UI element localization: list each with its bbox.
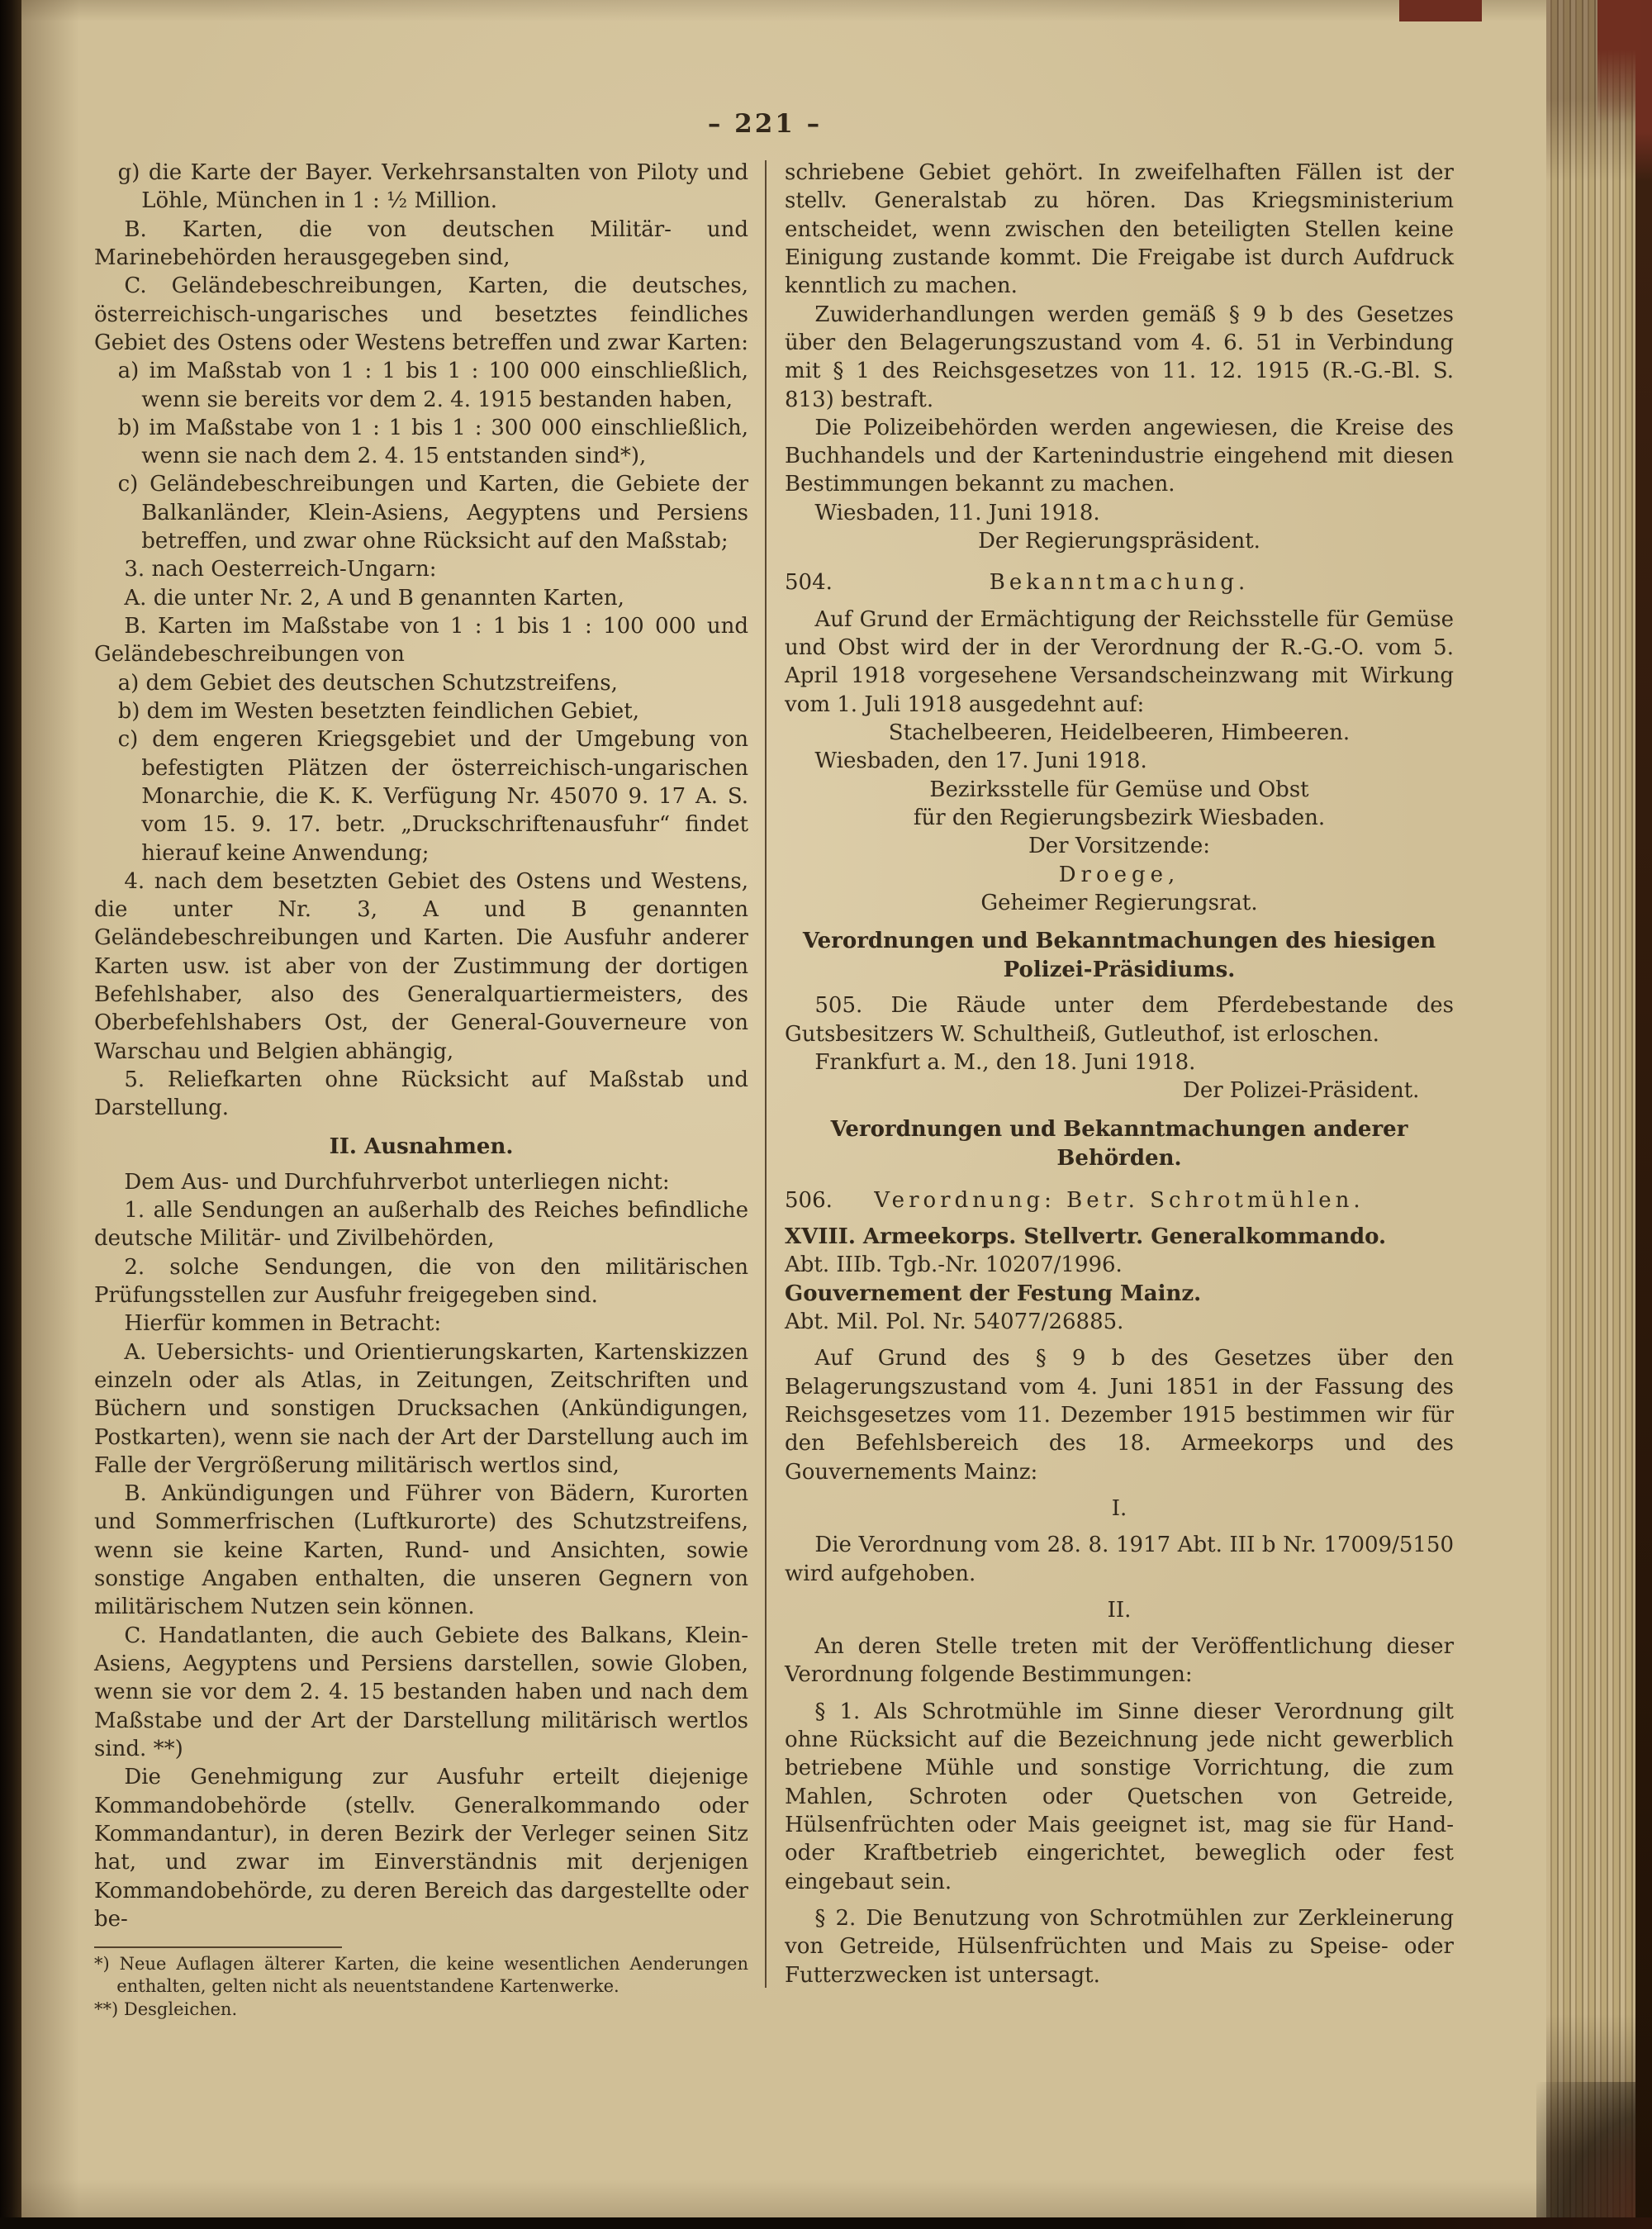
- paragraph-5: 5. Reliefkarten ohne Rücksicht auf Maßstab und Darstellung.: [94, 1067, 748, 1121]
- dateline: Frankfurt a. M., den 18. Juni 1918.: [814, 1049, 1196, 1075]
- section-heading-ausnahmen: II. Ausnahmen.: [329, 1134, 514, 1159]
- section-heading-polizei: Verordnungen und Bekanntmachungen des hiesigen Polizei-Präsidiums.: [802, 929, 1436, 983]
- issuing-office: für den Regierungsbezirk Wiesbaden.: [913, 805, 1326, 830]
- dateline: Wiesbaden, den 17. Juni 1918.: [814, 749, 1147, 774]
- signature: Der Regierungspräsident.: [978, 529, 1260, 554]
- paragraph-505: 505. Die Räude unter dem Pferdebestande des Gutsbesitzers W. Schultheiß, Gutleuthof, ist erloschen.: [785, 993, 1454, 1047]
- item-number: 504.: [785, 570, 833, 596]
- paragraph-section-2: § 2. Die Benutzung von Schrotmühlen zur Zerkleinerung von Getreide, Hülsenfrüchten und Mais zu Speise- oder Futterzwecken ist untersagt.: [785, 1905, 1454, 1988]
- section-heading-504: [785, 568, 1454, 596]
- text-columns: [94, 159, 1454, 2021]
- paragraph-3: 3. nach Oesterreich-Ungarn:: [124, 557, 437, 582]
- paragraph-continuation: schriebene Gebiet gehört. In zweifelhaften Fällen ist der stellv. Generalstab zu hören. Das Kriegsministerium entscheidet, wenn zwischen den beteiligten Stellen keine Einigung zustande kommt. Die Freigabe ist durch Aufdruck kenntlich zu machen.: [785, 160, 1454, 299]
- list-item-3a: a) dem Gebiet des deutschen Schutzstreifens,: [117, 670, 618, 696]
- dateline: Wiesbaden, 11. Juni 1918.: [814, 500, 1100, 525]
- roman-numeral-II: II.: [1107, 1597, 1132, 1623]
- page-edges-shadow: [1536, 2082, 1652, 2229]
- paragraph-B2: B. Ankündigungen und Führer von Bädern, Kurorten und Sommerfrischen (Luftkurorte) des Schutzstreifens, wenn sie keine Karten, Rund- und Ansichten, sowie sonstige Angaben enthalten, die unseren Gegnern von militärischem Nutzen sein können.: [94, 1481, 748, 1620]
- heading-text: Verordnung: Betr. Schrotmühlen.: [874, 1187, 1365, 1213]
- book-cover-right-edge: [1635, 0, 1652, 2229]
- list-item-a: a) im Maßstab von 1 : 1 bis 1 : 100 000 einschließlich, wenn sie bereits vor dem 2. 4. 1915 bestanden haben,: [117, 359, 748, 412]
- page-number: – 221 –: [707, 109, 823, 139]
- left-column: [94, 159, 748, 2021]
- book-cover-corner: [1399, 0, 1482, 21]
- signature-role: Geheimer Regierungsrat.: [980, 890, 1258, 915]
- file-number: Abt. Mil. Pol. Nr. 54077/26885.: [785, 1309, 1124, 1334]
- list-of-goods: Stachelbeeren, Heidelbeeren, Himbeeren.: [888, 720, 1351, 745]
- right-column: [785, 159, 1454, 2021]
- book-gutter-shadow: [0, 0, 21, 2229]
- paragraph: Die Verordnung vom 28. 8. 1917 Abt. III b Nr. 17009/5150 wird aufgehoben.: [785, 1533, 1454, 1586]
- footnote-1: *) Neue Auflagen älterer Karten, die keine wesentlichen Aenderungen enthalten, gelten nicht als neuentstandene Kartenwerke.: [94, 1954, 748, 1997]
- paragraph: Zuwiderhandlungen werden gemäß § 9 b des Gesetzes über den Belagerungszustand vom 4. 6. 51 in Verbindung mit § 1 des Reichsgesetzes von 11. 12. 1915 (R.-G.-Bl. S. 813) bestraft.: [785, 302, 1454, 412]
- paragraph-C2: C. Handatlanten, die auch Gebiete des Balkans, Klein-Asiens, Aegyptens und Persiens darstellen, sowie Globen, wenn sie vor dem 2. 4. 15 bestanden haben und nach dem Maßstabe und der Art der Darstellung militärisch wertlos sind. **): [94, 1623, 748, 1761]
- section-heading-506: [785, 1186, 1454, 1214]
- list-item-b: b) im Maßstabe von 1 : 1 bis 1 : 300 000 einschließlich, wenn sie nach dem 2. 4. 15 entstanden sind*),: [117, 415, 748, 469]
- file-number: Abt. IIIb. Tgb.-Nr. 10207/1996.: [785, 1252, 1123, 1278]
- paragraph: Auf Grund der Ermächtigung der Reichsstelle für Gemüse und Obst wird der in der Verordnung der R.-G.-O. vom 5. April 1918 vorgesehene Versandscheinzwang mit Wirkung vom 1. Juli 1918 ausgedehnt auf:: [785, 606, 1454, 717]
- issuing-office: Bezirksstelle für Gemüse und Obst: [929, 777, 1309, 802]
- book-cover-bottom-edge: [0, 2217, 1652, 2229]
- paragraph-A: A. Uebersichts- und Orientierungskarten, Kartenskizzen einzeln oder als Atlas, in Zeitungen, Zeitschriften und Büchern und sonstigen Drucksachen (Ankündigungen, Postkarten), wenn sie nach der Art der Darstellung auch im Falle der Vergrößerung militärisch wertlos sind,: [94, 1339, 748, 1478]
- list-item-c: c) Geländebeschreibungen und Karten, die Gebiete der Balkanländer, Klein-Asiens, Aegyptens und Persiens betreffen, und zwar ohne Rücksicht auf den Maßstab;: [117, 472, 748, 554]
- paragraph-4: 4. nach dem besetzten Gebiet des Ostens und Westens, die unter Nr. 3, A und B genannten Geländebeschreibungen und Karten. Die Ausfuhr anderer Karten usw. ist aber von der Zustimmung der dortigen Befehlshaber, also des Generalquartiermeisters, des Oberbefehlshabers Ost, der General-Gouverneure von Warschau und Belgien abhängig,: [94, 868, 748, 1064]
- list-item-3c: c) dem engeren Kriegsgebiet und der Umgebung von befestigten Plätzen der österreichisch-ungarischen Monarchie, die K. K. Verfügung Nr. 45070 9. 17 A. S. vom 15. 9. 17. betr. „Druckschriftenausfuhr“ findet hierauf keine Anwendung;: [117, 727, 748, 866]
- list-item-g: g) die Karte der Bayer. Verkehrsanstalten von Piloty und Löhle, München in 1 : ½ Million.: [117, 160, 748, 214]
- signature: Der Polizei-Präsident.: [1183, 1078, 1420, 1104]
- stacked-page-edges: [1546, 0, 1635, 2229]
- paragraph: Hierfür kommen in Betracht:: [124, 1311, 442, 1337]
- paragraph-3B: B. Karten im Maßstabe von 1 : 1 bis 1 : 100 000 und Geländebeschreibungen von: [94, 614, 748, 668]
- authority-line: Gouvernement der Festung Mainz.: [785, 1281, 1202, 1306]
- footnote-2: **) Desgleichen.: [94, 1998, 238, 2019]
- signature-name: Droege,: [1058, 862, 1180, 887]
- paragraph: Dem Aus- und Durchfuhrverbot unterliegen nicht:: [124, 1169, 670, 1195]
- section-heading-andere: Verordnungen und Bekanntmachungen anderer Behörden.: [830, 1116, 1408, 1171]
- book-cover-top-right: [1597, 0, 1640, 124]
- paragraph-section-1: § 1. Als Schrotmühle im Sinne dieser Verordnung gilt ohne Rücksicht auf die Bezeichnung jede nicht gewerblich betriebene Mühle und sonstige Vorrichtung, die zum Mahlen, Schroten oder Quetschen von Getreide, Hülsenfrüchten oder Mais geeignet ist, mag sie für Hand- oder Kraftbetrieb eingerichtet, beweglich oder fest eingebaut sein.: [785, 1699, 1454, 1894]
- paragraph: Die Polizeibehörden werden angewiesen, die Kreise des Buchhandels und der Kartenindustrie eingehend mit diesen Bestimmungen bekannt zu machen.: [785, 415, 1454, 497]
- roman-numeral-I: I.: [1111, 1495, 1127, 1521]
- paragraph: Auf Grund des § 9 b des Gesetzes über den Belagerungszustand vom 4. Juni 1851 in der Fassung des Reichsgesetzes vom 11. Dezember 1915 bestimmen wir für den Befehlsbereich des 18. Armeekorps und des Gouvernements Mainz:: [785, 1346, 1454, 1485]
- column-divider-rule: [765, 160, 767, 1988]
- heading-text: Bekanntmachung.: [989, 570, 1250, 596]
- signature-title: Der Vorsitzende:: [1028, 834, 1211, 859]
- paragraph: Die Genehmigung zur Ausfuhr erteilt diejenige Kommandobehörde (stellv. Generalkommando oder Kommandantur), in deren Bezirk der Verleger seinen Sitz hat, und zwar im Einverständnis mit derjenigen Kommandobehörde, zu deren Bereich das dargestellte oder be-: [94, 1765, 748, 1932]
- footnote-rule: [94, 1946, 342, 1948]
- authority-line: XVIII. Armeekorps. Stellvertr. Generalkommando.: [785, 1224, 1387, 1250]
- list-item-3b: b) dem im Westen besetzten feindlichen Gebiet,: [117, 698, 640, 724]
- item-number: 506.: [785, 1187, 833, 1213]
- paragraph: 1. alle Sendungen an außerhalb des Reiches befindliche deutsche Militär- und Zivilbehörden,: [94, 1198, 748, 1252]
- paragraph-3A: A. die unter Nr. 2, A und B genannten Karten,: [124, 585, 624, 611]
- paragraph-B: B. Karten, die von deutschen Militär- und Marinebehörden herausgegeben sind,: [94, 216, 748, 270]
- paragraph: An deren Stelle treten mit der Veröffentlichung dieser Verordnung folgende Bestimmungen:: [785, 1634, 1454, 1688]
- paragraph: 2. solche Sendungen, die von den militärischen Prüfungsstellen zur Ausfuhr freigegeben sind.: [94, 1254, 748, 1308]
- page-paper: [21, 0, 1546, 2229]
- paragraph-C: C. Geländebeschreibungen, Karten, die deutsches, österreichisch-ungarisches und besetztes feindliches Gebiet des Ostens oder Westens betreffen und zwar Karten:: [94, 273, 748, 355]
